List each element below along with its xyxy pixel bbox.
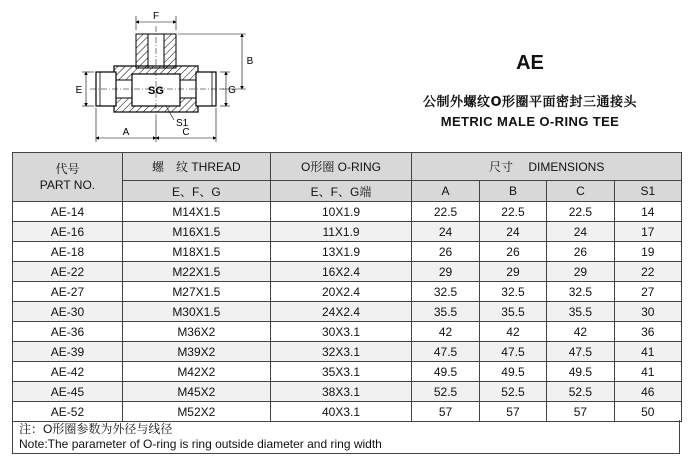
cell-oring: 11X1.9 [270, 222, 412, 242]
product-code: AE [516, 52, 544, 74]
cell-b: 35.5 [479, 302, 546, 322]
cell-c: 47.5 [547, 342, 614, 362]
title-chinese: 公制外螺纹O形圈平面密封三通接头 [422, 95, 638, 110]
cell-a: 52.5 [412, 382, 479, 402]
cell-part: AE-36 [13, 322, 123, 342]
cell-a: 29 [412, 262, 479, 282]
cell-b: 22.5 [479, 202, 546, 222]
dim-a: A [122, 127, 130, 138]
cell-oring: 30X3.1 [270, 322, 412, 342]
note-english: Note:The parameter of O-ring is ring outside diameter and ring width [19, 437, 382, 451]
cell-thread: M45X2 [122, 382, 270, 402]
cell-s1: 14 [614, 202, 681, 222]
cell-part: AE-52 [13, 402, 123, 422]
note [12, 420, 680, 454]
cell-b: 32.5 [479, 282, 546, 302]
table-row [13, 282, 682, 302]
table-row [13, 402, 682, 422]
spec-table-body [13, 202, 682, 422]
cell-thread: M30X1.5 [122, 302, 270, 322]
cell-b: 47.5 [479, 342, 546, 362]
subheader-b: B [479, 181, 546, 202]
dim-g: G [228, 85, 236, 96]
cell-thread: M52X2 [122, 402, 270, 422]
cell-part: AE-30 [13, 302, 123, 322]
cell-a: 47.5 [412, 342, 479, 362]
body-mark: SG [148, 85, 164, 97]
cell-b: 49.5 [479, 362, 546, 382]
cell-thread: M39X2 [122, 342, 270, 362]
table-row [13, 202, 682, 222]
subheader-c: C [547, 181, 614, 202]
cell-oring: 38X3.1 [270, 382, 412, 402]
cell-b: 52.5 [479, 382, 546, 402]
cell-a: 49.5 [412, 362, 479, 382]
dim-s1: S1 [176, 118, 189, 129]
cell-part: AE-22 [13, 262, 123, 282]
cell-oring: 16X2.4 [270, 262, 412, 282]
title-english: METRIC MALE O-RING TEE [440, 114, 620, 129]
cell-s1: 41 [614, 342, 681, 362]
cell-c: 29 [547, 262, 614, 282]
header-row [13, 153, 682, 181]
cell-oring: 40X3.1 [270, 402, 412, 422]
cell-s1: 46 [614, 382, 681, 402]
cell-part: AE-42 [13, 362, 123, 382]
table-row [13, 242, 682, 262]
dim-f: F [152, 11, 160, 22]
cell-s1: 27 [614, 282, 681, 302]
table-row [13, 362, 682, 382]
cell-c: 42 [547, 322, 614, 342]
note-chinese: 注：O形圈参数为外径与线径 [19, 422, 173, 436]
cell-s1: 17 [614, 222, 681, 242]
cell-c: 32.5 [547, 282, 614, 302]
cell-a: 57 [412, 402, 479, 422]
cell-c: 26 [547, 242, 614, 262]
cell-a: 35.5 [412, 302, 479, 322]
cell-part: AE-18 [13, 242, 123, 262]
cell-s1: 50 [614, 402, 681, 422]
table-row [13, 342, 682, 362]
cell-oring: 24X2.4 [270, 302, 412, 322]
dim-b: B [246, 56, 254, 67]
cell-a: 22.5 [412, 202, 479, 222]
cell-c: 49.5 [547, 362, 614, 382]
cell-a: 24 [412, 222, 479, 242]
cell-a: 26 [412, 242, 479, 262]
subheader-s1: S1 [614, 181, 681, 202]
subheader-thread: E、F、G [122, 181, 270, 202]
cell-thread: M16X1.5 [122, 222, 270, 242]
cell-thread: M14X1.5 [122, 202, 270, 222]
cell-part: AE-16 [13, 222, 123, 242]
spec-table [12, 152, 682, 422]
cell-a: 42 [412, 322, 479, 342]
table-row [13, 302, 682, 322]
tee-fitting-drawing [70, 8, 270, 144]
cell-b: 42 [479, 322, 546, 342]
cell-part: AE-27 [13, 282, 123, 302]
cell-c: 22.5 [547, 202, 614, 222]
cell-c: 35.5 [547, 302, 614, 322]
cell-thread: M22X1.5 [122, 262, 270, 282]
header-oring: O形圈 O-RING [270, 153, 412, 181]
header-part-no: 代号 PART NO. [13, 153, 123, 202]
cell-s1: 36 [614, 322, 681, 342]
cell-thread: M36X2 [122, 322, 270, 342]
table-row [13, 262, 682, 282]
cell-thread: M18X1.5 [122, 242, 270, 262]
subheader-oring: E、F、G端 [270, 181, 412, 202]
cell-part: AE-39 [13, 342, 123, 362]
cell-b: 24 [479, 222, 546, 242]
table-row [13, 382, 682, 402]
cell-b: 57 [479, 402, 546, 422]
cell-s1: 19 [614, 242, 681, 262]
subheader-a: A [412, 181, 479, 202]
cell-b: 29 [479, 262, 546, 282]
cell-c: 52.5 [547, 382, 614, 402]
title-block [380, 52, 680, 129]
cell-s1: 30 [614, 302, 681, 322]
cell-thread: M27X1.5 [122, 282, 270, 302]
header-dimensions: 尺寸 DIMENSIONS [412, 153, 682, 181]
dim-c: C [182, 127, 190, 138]
cell-c: 57 [547, 402, 614, 422]
cell-oring: 35X3.1 [270, 362, 412, 382]
cell-oring: 10X1.9 [270, 202, 412, 222]
table-row [13, 322, 682, 342]
cell-part: AE-45 [13, 382, 123, 402]
cell-a: 32.5 [412, 282, 479, 302]
table-row [13, 222, 682, 242]
cell-part: AE-14 [13, 202, 123, 222]
cell-s1: 22 [614, 262, 681, 282]
cell-oring: 20X2.4 [270, 282, 412, 302]
cell-thread: M42X2 [122, 362, 270, 382]
cell-oring: 13X1.9 [270, 242, 412, 262]
dim-e: E [75, 85, 83, 96]
header-thread: 螺 纹 THREAD [122, 153, 270, 181]
cell-oring: 32X3.1 [270, 342, 412, 362]
cell-c: 24 [547, 222, 614, 242]
cell-s1: 41 [614, 362, 681, 382]
cell-b: 26 [479, 242, 546, 262]
